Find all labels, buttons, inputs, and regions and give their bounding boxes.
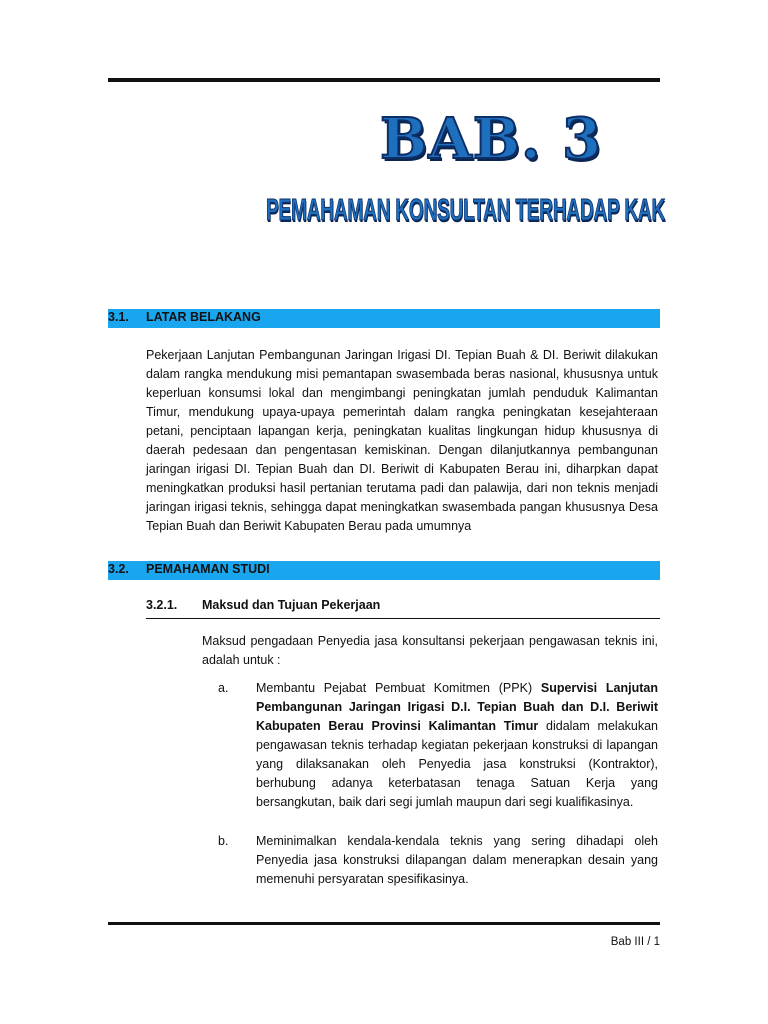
- purpose-intro: Maksud pengadaan Penyedia jasa konsultansi pekerjaan pengawasan teknis ini, adalah untuk :: [202, 634, 658, 667]
- chapter-subtitle: PEMAHAMAN KONSULTAN TERHADAP KAK: [266, 192, 666, 227]
- section-number: 3.1.: [108, 310, 129, 324]
- subsection-number: 3.2.1.: [146, 598, 178, 612]
- page-number: Bab III / 1: [610, 936, 660, 948]
- list-marker: a.: [218, 681, 229, 695]
- chapter-title: BAB. 3: [380, 106, 603, 172]
- header-rule: [108, 78, 660, 82]
- list-item-text-end: didalam melakukan pengawasan teknis terhadap kegiatan pekerjaan konstruksi di lapangan yang dilaksanakan oleh Penyedia jasa konstruksi (Kontraktor), berhubung adanya keterbatasan tenaga Satuan Kerja yang bersangkutan, baik dari segi jumlah maupun dari segi kualifikasinya.: [256, 719, 659, 809]
- section-title: PEMAHAMAN STUDI: [146, 562, 270, 576]
- footer-rule: [108, 922, 660, 925]
- subsection-heading-3-2-1: [146, 598, 660, 619]
- list-item-text: [256, 679, 658, 812]
- section-number: 3.2.: [108, 562, 129, 576]
- project-name-bold: Supervisi Lanjutan Pembangunan Jaringan Irigasi D.I. Tepian Buah dan D.I. Beriwit Kabupaten Berau Provinsi Kalimantan Timur: [256, 681, 658, 733]
- list-item-text-start: Membantu Pejabat Pembuat Komitmen (PPK): [256, 681, 541, 695]
- background-paragraph: Pekerjaan Lanjutan Pembangunan Jaringan Irigasi DI. Tepian Buah & DI. Beriwit dilakukan dalam rangka mendukung misi pemantapan swasembada beras nasional, khususnya untuk keperluan konsumsi lokal dan mengimbangi peningkatan jumlah penduduk Kalimantan Timur, mendukung upaya-upaya pemerintah dalam rangka peningkatan kesejahteraan petani, penciptaan lapangan kerja, peningkatan kualitas lingkungan hidup khususnya di daerah pedesaan dan pengentasan kemiskinan. Dengan dilanjutkannya pembangunan jaringan irigasi DI. Tepian Buah dan DI. Beriwit di Kabupaten Berau ini, diharpkan dapat meningkatkan produksi hasil pertanian terutama padi dan palawija, dari non teknis menjadi jaringan irigasi teknis, sehingga dapat meningkatkan swasembada pangan khususnya Desa Tepian Buah dan Beriwit Kabupaten Berau pada umumnya: [146, 348, 658, 533]
- section-header-3-1: [108, 309, 660, 328]
- subsection-title: Maksud dan Tujuan Pekerjaan: [202, 598, 381, 612]
- list-marker: b.: [218, 834, 229, 848]
- list-item-text: Meminimalkan kendala-kendala teknis yang sering dihadapi oleh Penyedia jasa konstruksi dilapangan dalam menerapkan desain yang memenuhi persyaratan spesifikasinya.: [256, 834, 658, 886]
- section-title: LATAR BELAKANG: [146, 310, 261, 324]
- section-header-3-2: [108, 561, 660, 580]
